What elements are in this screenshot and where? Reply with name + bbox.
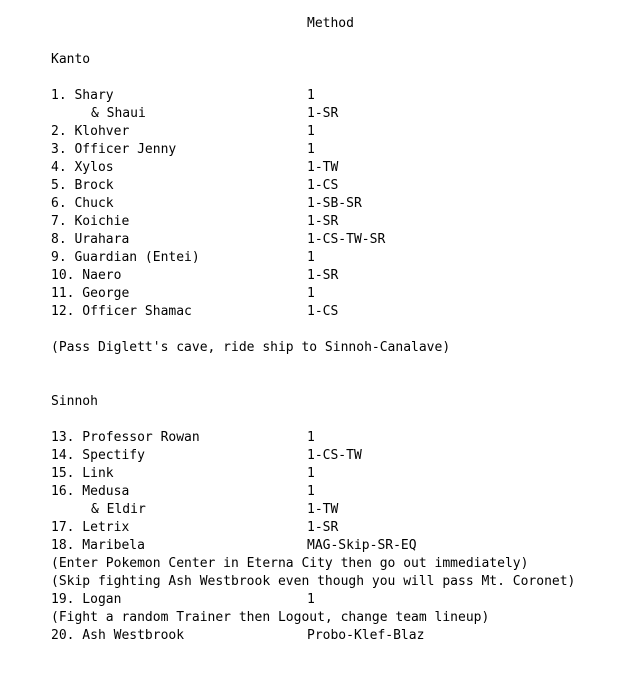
list-item bbox=[51, 249, 621, 267]
list-item bbox=[51, 141, 621, 159]
trainer-method: Probo-Klef-Blaz bbox=[307, 628, 425, 643]
trainer-method: 1-SR bbox=[307, 214, 339, 229]
trainer-name: 11. George bbox=[51, 286, 130, 301]
list-item bbox=[51, 159, 621, 177]
note-text: (Fight a random Trainer then Logout, change team lineup) bbox=[51, 610, 490, 625]
trainer-name: 1. Shary bbox=[51, 88, 114, 103]
list-item bbox=[51, 87, 621, 105]
trainer-name: 17. Letrix bbox=[51, 520, 130, 535]
list-item bbox=[51, 123, 621, 141]
trainer-name: 19. Logan bbox=[51, 592, 122, 607]
trainer-name: 3. Officer Jenny bbox=[51, 142, 177, 157]
trainer-name: 16. Medusa bbox=[51, 484, 130, 499]
sinnoh-section-title bbox=[51, 393, 621, 411]
list-item bbox=[51, 519, 621, 537]
list-item bbox=[51, 195, 621, 213]
trainer-name: 10. Naero bbox=[51, 268, 122, 283]
sinnoh-note bbox=[51, 609, 621, 627]
trainer-method: 1 bbox=[307, 88, 315, 103]
trainer-method: 1-TW bbox=[307, 160, 339, 175]
note-text: (Skip fighting Ash Westbrook even though you will pass Mt. Coronet) bbox=[51, 574, 576, 589]
trainer-method: 1-CS bbox=[307, 178, 339, 193]
list-item bbox=[51, 627, 621, 645]
trainer-name: 15. Link bbox=[51, 466, 114, 481]
trainer-method: 1-SR bbox=[307, 268, 339, 283]
trainer-method: 1-CS bbox=[307, 304, 339, 319]
list-item bbox=[51, 267, 621, 285]
trainer-name: 20. Ash Westbrook bbox=[51, 628, 185, 643]
trainer-name: & Shaui bbox=[91, 106, 146, 121]
trainer-method: 1-TW bbox=[307, 502, 339, 517]
trainer-method: 1 bbox=[307, 430, 315, 445]
method-column-header: Method bbox=[307, 16, 354, 31]
trainer-name: 8. Urahara bbox=[51, 232, 130, 247]
trainer-name: 5. Brock bbox=[51, 178, 114, 193]
trainer-name: 14. Spectify bbox=[51, 448, 145, 463]
trainer-name: 9. Guardian (Entei) bbox=[51, 250, 200, 265]
trainer-method: 1-CS-TW bbox=[307, 448, 362, 463]
trainer-name: 6. Chuck bbox=[51, 196, 114, 211]
sinnoh-note bbox=[51, 573, 621, 591]
list-item bbox=[51, 303, 621, 321]
trainer-name: 12. Officer Shamac bbox=[51, 304, 192, 319]
trainer-method: 1 bbox=[307, 250, 315, 265]
trainer-name: 2. Klohver bbox=[51, 124, 130, 139]
trainer-name: 13. Professor Rowan bbox=[51, 430, 200, 445]
list-item bbox=[51, 285, 621, 303]
trainer-name: 7. Koichie bbox=[51, 214, 130, 229]
list-item bbox=[51, 591, 621, 609]
sinnoh-note bbox=[51, 555, 621, 573]
trainer-method: 1 bbox=[307, 592, 315, 607]
section-title: Sinnoh bbox=[51, 394, 98, 409]
header-row bbox=[51, 15, 621, 33]
trainer-method: 1-CS-TW-SR bbox=[307, 232, 386, 247]
list-item bbox=[51, 213, 621, 231]
note-text: (Pass Diglett's cave, ride ship to Sinnoh-Canalave) bbox=[51, 340, 451, 355]
trainer-method: 1 bbox=[307, 484, 315, 499]
kanto-section-title bbox=[51, 51, 621, 69]
trainer-name: 18. Maribela bbox=[51, 538, 145, 553]
list-item bbox=[51, 177, 621, 195]
list-item bbox=[51, 105, 621, 123]
section-title: Kanto bbox=[51, 52, 91, 67]
list-item bbox=[51, 537, 621, 555]
list-item bbox=[51, 483, 621, 501]
trainer-name: 4. Xylos bbox=[51, 160, 114, 175]
list-item bbox=[51, 447, 621, 465]
trainer-name: & Eldir bbox=[91, 502, 146, 517]
note-text: (Enter Pokemon Center in Eterna City then go out immediately) bbox=[51, 556, 529, 571]
list-item bbox=[51, 465, 621, 483]
trainer-method: 1-SR bbox=[307, 520, 339, 535]
kanto-note bbox=[51, 339, 621, 357]
trainer-method: 1 bbox=[307, 142, 315, 157]
trainer-method: MAG-Skip-SR-EQ bbox=[307, 538, 417, 553]
trainer-method: 1 bbox=[307, 466, 315, 481]
trainer-method: 1-SR bbox=[307, 106, 339, 121]
list-item bbox=[51, 429, 621, 447]
trainer-method: 1-SB-SR bbox=[307, 196, 362, 211]
trainer-method: 1 bbox=[307, 124, 315, 139]
document bbox=[51, 15, 621, 645]
list-item bbox=[51, 501, 621, 519]
trainer-method: 1 bbox=[307, 286, 315, 301]
list-item bbox=[51, 231, 621, 249]
